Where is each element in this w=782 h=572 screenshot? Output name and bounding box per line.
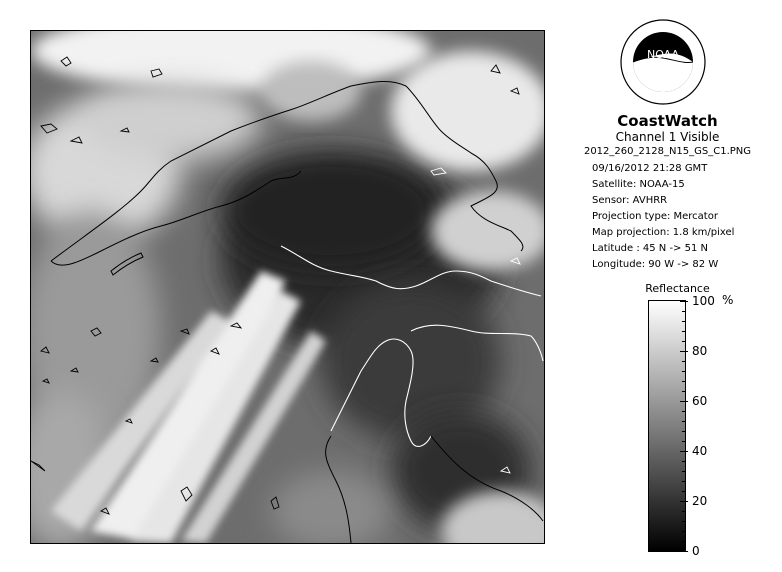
noaa-logo-text: NOAA [646, 48, 680, 61]
colorbar-unit: % [722, 293, 734, 307]
colorbar-minor-tick [682, 331, 686, 332]
colorbar-minor-tick [682, 541, 686, 542]
colorbar-major-tick [680, 401, 688, 402]
colorbar-minor-tick [682, 341, 686, 342]
colorbar-minor-tick [682, 361, 686, 362]
colorbar-minor-tick [682, 311, 686, 312]
brand-title: CoastWatch [617, 112, 718, 130]
colorbar-tick-label: 20 [692, 494, 708, 508]
meta-sensor: Sensor: AVHRR [592, 195, 668, 206]
channel-label: Channel 1 Visible [615, 130, 720, 144]
meta-latitude: Latitude : 45 N -> 51 N [592, 243, 708, 254]
colorbar-major-tick [680, 501, 688, 502]
colorbar-minor-tick [682, 481, 686, 482]
meta-longitude: Longitude: 90 W -> 82 W [592, 259, 719, 270]
colorbar-minor-tick [682, 491, 686, 492]
colorbar-tick-label: 60 [692, 394, 708, 408]
colorbar-tick-label: 40 [692, 444, 708, 458]
colorbar-tick-label: 100 [692, 294, 715, 308]
meta-satellite: Satellite: NOAA-15 [592, 179, 685, 190]
reflectance-colorbar [648, 300, 686, 552]
colorbar-minor-tick [682, 441, 686, 442]
meta-map-projection: Map projection: 1.8 km/pixel [592, 227, 735, 238]
satellite-image [30, 30, 545, 544]
colorbar-major-tick [680, 551, 688, 552]
info-panel [560, 18, 775, 563]
colorbar-major-tick [680, 451, 688, 452]
colorbar-minor-tick [682, 381, 686, 382]
colorbar-minor-tick [682, 421, 686, 422]
colorbar-minor-tick [682, 391, 686, 392]
colorbar-major-tick [680, 351, 688, 352]
meta-datetime: 09/16/2012 21:28 GMT [592, 163, 708, 174]
colorbar-minor-tick [682, 321, 686, 322]
noaa-logo [619, 18, 707, 106]
meta-projection-type: Projection type: Mercator [592, 211, 718, 222]
colorbar-minor-tick [682, 431, 686, 432]
colorbar-minor-tick [682, 371, 686, 372]
filename-label: 2012_260_2128_N15_GS_C1.PNG [583, 146, 752, 157]
colorbar-minor-tick [682, 411, 686, 412]
colorbar-minor-tick [682, 461, 686, 462]
colorbar-tick-label: 80 [692, 344, 708, 358]
colorbar-tick-label: 0 [692, 544, 700, 558]
colorbar-minor-tick [682, 521, 686, 522]
colorbar-minor-tick [682, 471, 686, 472]
colorbar-minor-tick [682, 511, 686, 512]
colorbar-major-tick [680, 301, 688, 302]
colorbar-minor-tick [682, 531, 686, 532]
colorbar-title: Reflectance [645, 282, 710, 295]
